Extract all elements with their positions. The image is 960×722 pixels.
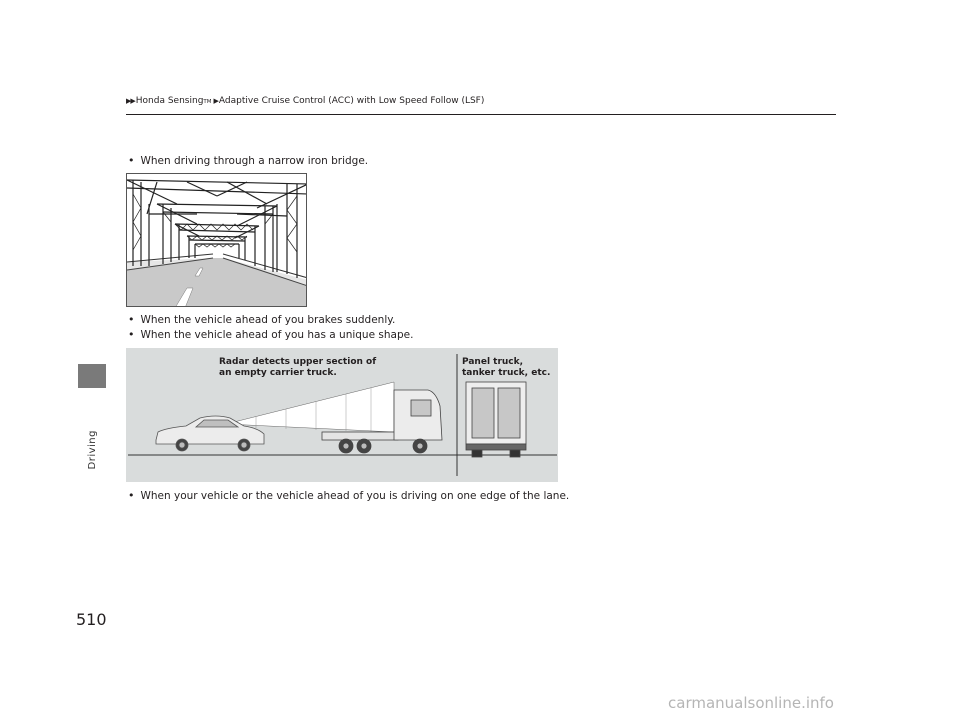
bullet-dot-icon: •	[128, 489, 135, 502]
bullet-text: When the vehicle ahead of you has a unique shape.	[140, 329, 414, 341]
watermark[interactable]: carmanualsonline.info	[668, 694, 834, 712]
breadcrumb-subsection[interactable]: Adaptive Cruise Control (ACC) with Low Speed Follow (LSF)	[218, 96, 485, 106]
bullet-text: When your vehicle or the vehicle ahead of you is driving on one edge of the lane.	[140, 490, 570, 502]
bullet-item	[128, 328, 413, 341]
caption-right-line1: Panel truck,	[462, 357, 524, 367]
chapter-tab	[78, 364, 106, 388]
bullet-item	[128, 489, 569, 502]
radar-caption-right	[462, 357, 550, 379]
panel-truck-shape	[466, 382, 526, 457]
bullet-dot-icon: •	[128, 328, 135, 341]
bullet-dot-icon: •	[128, 313, 135, 326]
radar-detection-illustration	[126, 348, 558, 482]
trademark-mark: TM	[203, 99, 212, 105]
radar-caption-left	[219, 357, 376, 379]
caption-left-line1: Radar detects upper section of	[219, 357, 377, 367]
breadcrumb-section[interactable]: Honda Sensing	[135, 96, 204, 106]
bullet-text: When driving through a narrow iron bridge.	[140, 155, 369, 167]
breadcrumb-separator-icon: ▶	[213, 97, 218, 105]
iron-bridge-illustration	[126, 173, 307, 307]
bullet-text: When the vehicle ahead of you brakes suddenly.	[140, 314, 396, 326]
page-number: 510	[76, 610, 107, 629]
caption-left-line2: an empty carrier truck.	[219, 368, 337, 378]
bullet-item	[128, 154, 368, 167]
bullet-item	[128, 313, 395, 326]
bullet-dot-icon: •	[128, 154, 135, 167]
breadcrumb	[126, 96, 484, 106]
caption-right-line2: tanker truck, etc.	[462, 368, 551, 378]
header-rule	[126, 114, 836, 115]
chapter-label: Driving	[87, 430, 98, 470]
bridge-svg	[127, 174, 307, 307]
breadcrumb-arrow-icon: ▶▶	[126, 97, 135, 105]
